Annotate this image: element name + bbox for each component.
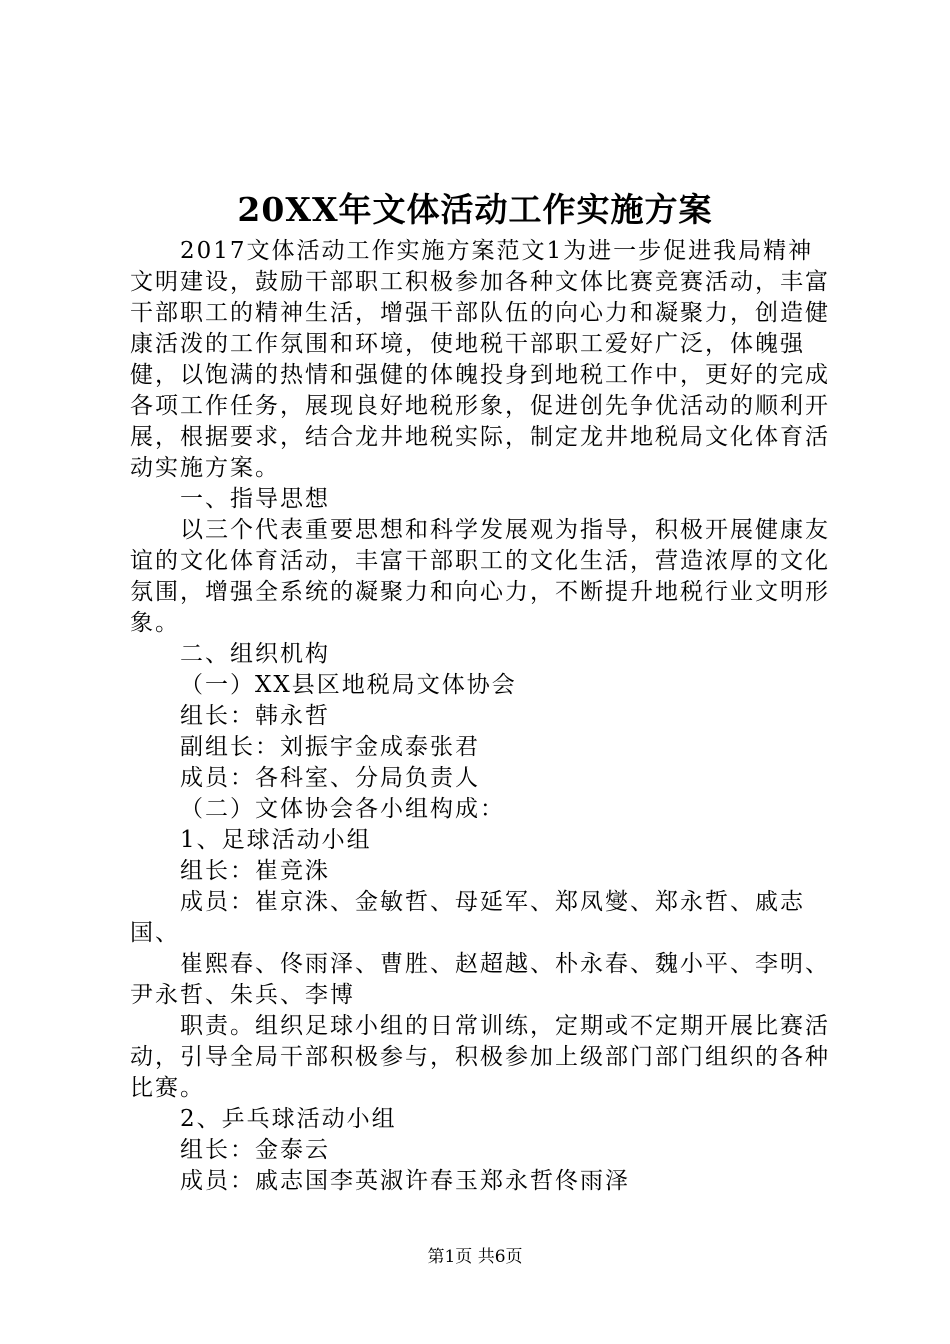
guiding-ideology-paragraph: 以三个代表重要思想和科学发展观为指导，积极开展健康友谊的文化体育活动，丰富干部职工的文化生活，营造浓厚的文化氛围，增强全系统的凝聚力和向心力，不断提升地税行业文明形象。 xyxy=(130,517,830,636)
pingpong-members: 成员：戚志国李英淑许春玉郑永哲佟雨泽 xyxy=(180,1168,630,1194)
document-body xyxy=(130,236,835,1197)
subsection-association: （一）XX县区地税局文体协会 xyxy=(180,672,517,698)
page-number-footer: 第1页 共6页 xyxy=(427,1247,523,1267)
association-members: 成员：各科室、分局负责人 xyxy=(180,765,480,791)
football-duties: 职责。组织足球小组的日常训练，定期或不定期开展比赛活动，引导全局干部积极参与，积极参加上级部门部门组织的各种比赛。 xyxy=(130,1013,830,1101)
group-football-heading: 1、足球活动小组 xyxy=(180,827,372,853)
association-deputy-leaders: 副组长：刘振宇金成泰张君 xyxy=(180,734,480,760)
football-leader: 组长：崔竞洙 xyxy=(180,858,330,884)
section-heading-guiding-ideology: 一、指导思想 xyxy=(180,486,330,512)
football-members-2: 崔熙春、佟雨泽、曹胜、赵超越、朴永春、魏小平、李明、尹永哲、朱兵、李博 xyxy=(130,951,830,1008)
pingpong-leader: 组长：金泰云 xyxy=(180,1137,330,1163)
association-leader: 组长：韩永哲 xyxy=(180,703,330,729)
subsection-groups: （二）文体协会各小组构成： xyxy=(180,796,505,822)
football-members-1: 成员：崔京洙、金敏哲、母延军、郑凤燮、郑永哲、戚志国、 xyxy=(130,889,805,946)
group-pingpong-heading: 2、乒乓球活动小组 xyxy=(180,1106,397,1132)
section-heading-organization: 二、组织机构 xyxy=(180,641,330,667)
intro-paragraph: 2017文体活动工作实施方案范文1为进一步促进我局精神文明建设，鼓励干部职工积极参加各种文体比赛竞赛活动，丰富干部职工的精神生活，增强干部队伍的向心力和凝聚力，创造健康活泼的工作氛围和环境，使地税干部职工爱好广泛，体魄强健，以饱满的热情和强健的体魄投身到地税工作中，更好的完成各项工作任务，展现良好地税形象，促进创先争优活动的顺利开展，根据要求，结合龙井地税实际，制定龙井地税局文化体育活动实施方案。 xyxy=(130,238,830,481)
document-title: 20XX年文体活动工作实施方案 xyxy=(237,190,713,229)
